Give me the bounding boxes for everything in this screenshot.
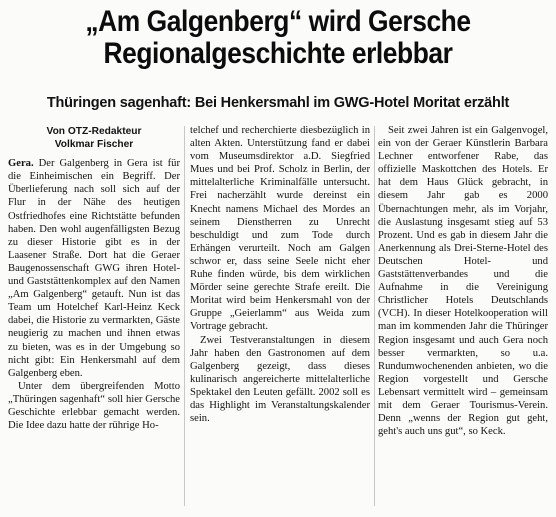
column-divider [374,126,375,506]
paragraph: Zwei Testveranstaltungen in diesem Jahr haben den Gastronomen auf dem Galgenberg gezeigt, dass dieses kulinarisch angereicherte mittelalterliche Spektakel den Leuten gefällt. 2002 soll es das Highlight im Veranstaltungskalender sein. [190,334,370,425]
paragraph: telchef und recherchierte diesbezüglich in alten Akten. Unterstützung fand er dabei vom Museumsdirektor a.D. Siegfried Mues und bei Prof. Scholz in Berlin, der mittelalterliche Kriminalfälle untersucht. Frei nacherzählt wurde dereinst ein Knecht namens Michael des Mordes an seinem Dienstherren zu Unrecht beschuldigt und zum Tode durch Erhängen verurteilt. Noch am Galgen schwor er, dass seine Seele nicht eher Ruhe finden würde, bis dem wirklichen Mörder seine gerechte Strafe ereilt. Die Moritat wird beim Henkersmahl von der Gruppe „Geierlamm“ aus Weida zum Vortrage gebracht. [190,125,370,333]
headline-line-1: „Am Galgenberg“ wird Gersche [85,5,471,38]
text-column-1 [8,124,180,432]
article-headline [33,6,522,70]
article-subheadline: Thüringen sagenhaft: Bei Henkersmahl im GWG-Hotel Moritat erzählt [46,95,510,111]
headline-line-2: Regionalgeschichte erlebbar [103,37,453,70]
dateline: Gera. [8,158,34,170]
paragraph: Seit zwei Jahren ist ein Galgenvogel, ein von der Geraer Künstlerin Barbara Lechner entworfener Rabe, das offizielle Maskottchen des Hotels. Er hat dem Haus Glück gebracht, in diesem Jahr gab es 2000 Übernachtungen mehr, als im Vorjahr, die Auslastung insgesamt stieg auf 53 Prozent. Und es gab in diesem Jahr die Anerkennung als Drei-Sterne-Hotel des Deutschen Hotel- und Gaststättenverbandes und die Aufnahme in die Vereinigung Christlicher Hotels Deutschlands (VCH). In dieser Hotelkooperation will man im kommenden Jahr die Thüringer Region insgesamt und auch Gera noch besser vermarkten, so u.a. Rundumwochenenden anbieten, wo die Region vorgestellt und Gersche Lebensart vermittelt wird – gemeinsam mit dem Geraer Tourismus-Verein. Denn „wenns der Region gut geht, geht's auch uns gut“, so Keck. [378,125,548,438]
column-divider [184,126,185,506]
paragraph-text: Der Galgenberg in Gera ist für die Einheimischen ein Begriff. Der Überlieferung nach soll sich auf der Flur in der Nähe des heutigen Ostfriedhofes eine Richtstätte befunden haben. Den wohl augenfälligsten Bezug zu dieser Historie gibt es in der Laasener Straße. Dort hat die Geraer Baugenossenschaft GWG ihren Hotel- und Gaststättenkomplex auf den Namen „Am Galgenberg“ getauft. Nun ist das Team um Hotelchef Karl-Heinz Keck dabei, die Historie zu vermarkten, Gäste neugierig zu machen und ihnen etwas zu bieten, was es in der Umgebung so nicht gibt: Ein Henkersmahl auf dem Galgenberg eben. [8,158,181,379]
text-column-3 [378,124,548,438]
byline-author: Volkmar Fischer [54,138,134,150]
byline [8,126,180,151]
paragraph [8,157,180,380]
paragraph: Unter dem übergreifenden Motto „Thüringen sagenhaft“ soll hier Gersche Geschichte erlebbar gemacht werden. Die Idee dazu hatte der rührige Ho- [8,380,180,432]
text-column-2 [190,124,370,425]
byline-role: Von OTZ-Redakteur [46,126,142,137]
